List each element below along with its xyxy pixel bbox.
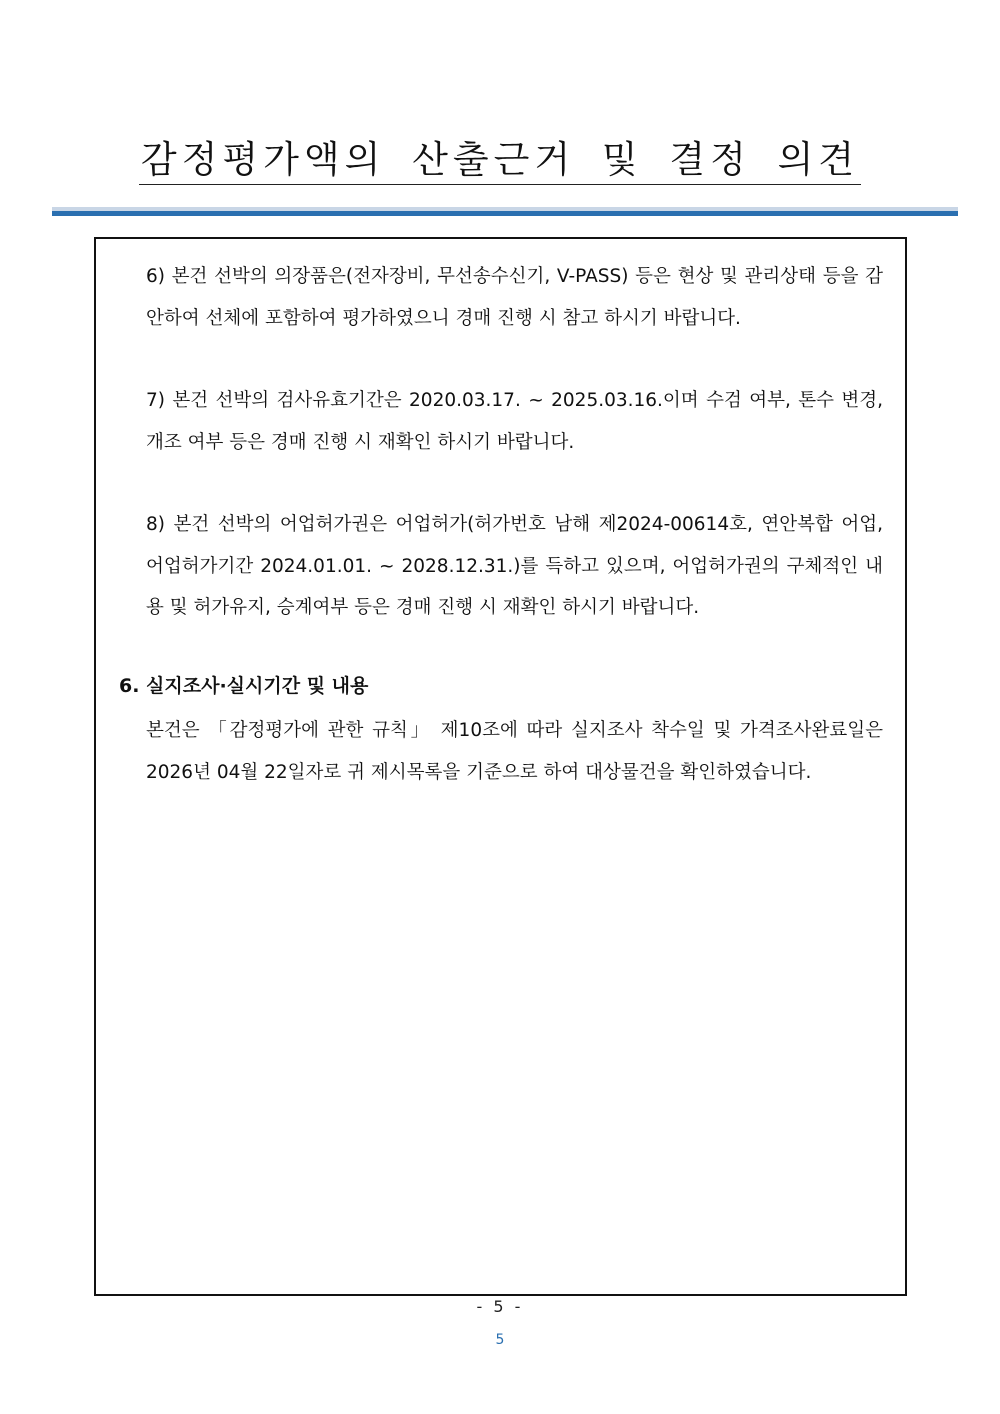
- paragraph-8: 8) 본건 선박의 어업허가권은 어업허가(허가번호 남해 제2024-00614호, 연안복합 어업, 어업허가기간 2024.01.01. ~ 2028.12.31.)를 득하고 있으며, 어업허가권의 구체적인 내용 및 허가유지, 승계여부 등은 경매 진행 시 재확인 하시기 바랍니다.: [146, 514, 883, 618]
- page-number-label: - 5 -: [476, 1297, 524, 1316]
- document-title-text: 감정평가액의 산출근거 및 결정 의견: [139, 138, 861, 185]
- section-6-body: 본건은 「감정평가에 관한 규칙」 제10조에 따라 실지조사 착수일 및 가격조사완료일은 2026년 04월 22일자로 귀 제시목록을 기준으로 하여 대상물건을 확인하였습니다.: [146, 720, 883, 783]
- paragraph-6: 6) 본건 선박의 의장품은(전자장비, 무선송수신기, V-PASS) 등은 현상 및 관리상태 등을 감안하여 선체에 포함하여 평가하였으니 경매 진행 시 참고 하시기 바랍니다.: [146, 266, 883, 329]
- document-title: [0, 138, 1000, 185]
- content-box: [94, 237, 907, 1296]
- page-number-link[interactable]: 5: [495, 1332, 505, 1348]
- section-6-heading: 6. 실지조사·실시기간 및 내용: [119, 675, 369, 697]
- header-rule-dark: [52, 211, 958, 216]
- paragraph-7: 7) 본건 선박의 검사유효기간은 2020.03.17. ~ 2025.03.16.이며 수검 여부, 톤수 변경, 개조 여부 등은 경매 진행 시 재확인 하시기 바랍니다.: [146, 390, 883, 453]
